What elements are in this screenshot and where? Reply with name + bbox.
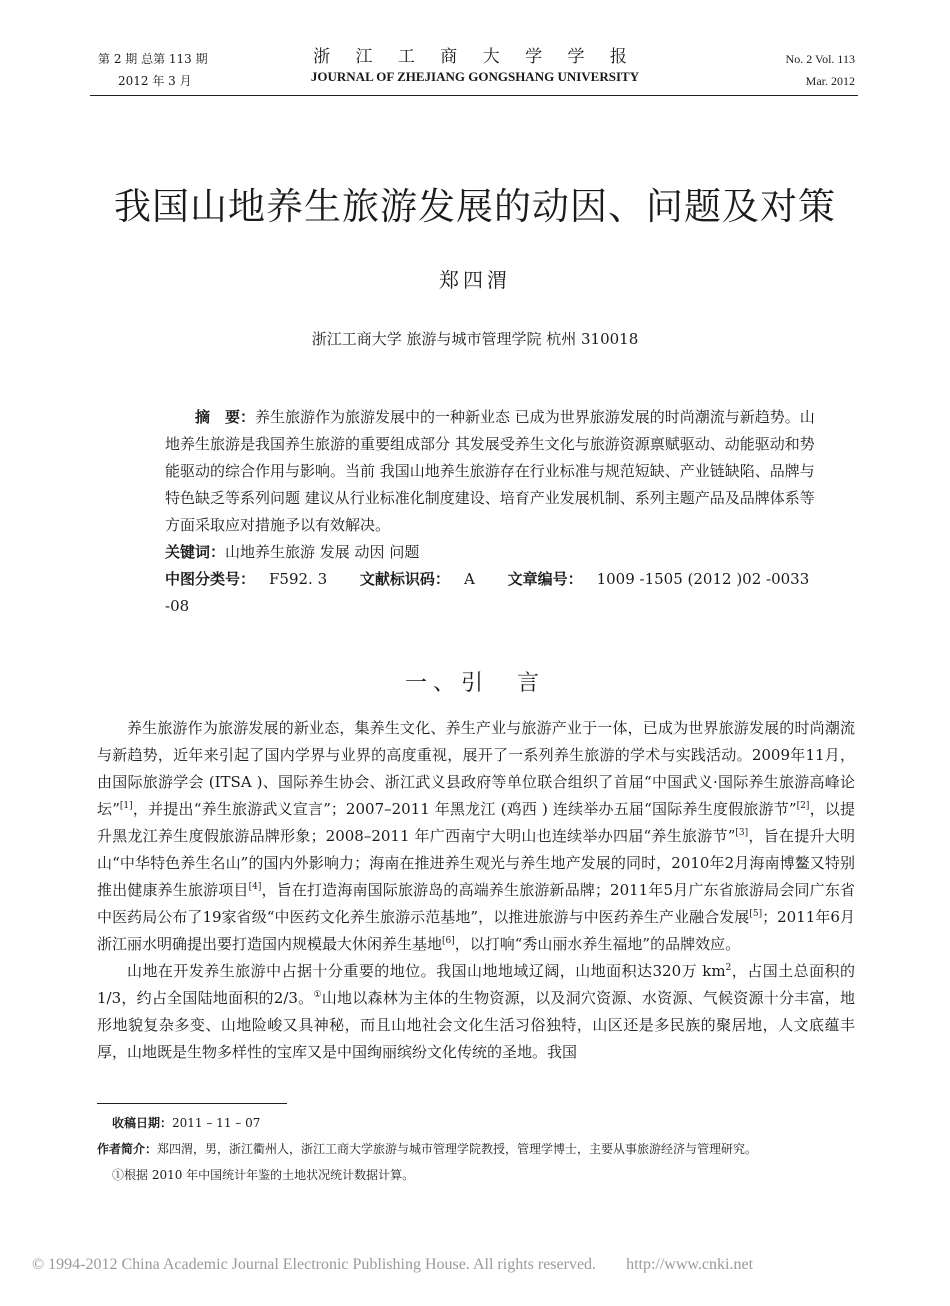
article-no-value: 1009 -1505 (2012 )02 -0033 -08 [165,570,810,615]
doc-code-value: A [463,570,475,588]
keywords-row [165,539,825,566]
abstract-paragraph [165,404,825,539]
issue-number-en: No. 2 Vol. 113 [785,52,855,66]
footnote-1: ①根据 2010 年中国统计年鉴的土地状况统计数据计算。 [112,1168,415,1182]
footnote-rule [97,1103,287,1104]
author-bio [97,1139,857,1160]
header-rule [90,95,858,96]
cnki-url[interactable]: http://www.cnki.net [626,1256,754,1273]
article-no-label: 文章编号： [507,570,583,588]
issue-date-cn: 2012 年 3 月 [118,74,192,88]
clc-label: 中图分类号： [165,570,256,588]
received-value: 2011 – 11 – 07 [172,1116,261,1130]
citation-ref: [3] [735,828,749,838]
doc-code-label: 文献标识码： [359,570,450,588]
bio-text: 郑四渭，男，浙江衢州人，浙江工商大学旅游与城市管理学院教授，管理学博士，主要从事旅游经济与管理研究。 [157,1142,758,1156]
body-text-run: 山地以森林为主体的生物资源，以及洞穴资源、水资源、气候资源十分丰富，地形地貌复杂多变、山地险峻又具神秘，而且山地社会文化生活习俗独特，山区还是多民族的聚居地，人文底蕴丰厚，山地既是生物多样性的宝库又是中国绚丽缤纷文化传统的圣地。我国 [97,989,855,1061]
body-text-run: ，并提出“养生旅游武义宣言”；2007–2011 年黑龙江 (鸡西 ) 连续举办五届“国际养生度假旅游节” [132,800,797,818]
body-paragraph-2 [97,958,855,1066]
abstract-label: 摘 要： [195,408,256,426]
issue-date-en: Mar. 2012 [805,74,855,88]
journal-name-en: JOURNAL OF ZHEJIANG GONGSHANG UNIVERSITY [310,69,640,84]
body-text-run: ，以提升黑龙江养生度假旅游品牌形象；2008–2011 年广西南宁大明山也连续举办四届“养生旅游节” [97,800,855,845]
classification-row [165,566,825,620]
body-text-run: ，以打响“秀山丽水养生福地”的品牌效应。 [454,935,741,953]
journal-name-cn: 浙 江 工 商 大 学 学 报 [313,47,637,67]
body-text-run: 山地在开发养生旅游中占据十分重要的地位。我国山地地域辽阔，山地面积达320万 km [127,962,726,980]
issue-number-cn: 第 2 期 总第 113 期 [98,52,208,66]
body-text-run: ；2011年6月浙江丽水明确提出要打造国内规模最大休闲养生基地 [97,908,855,953]
clc-value: F592. 3 [269,570,328,588]
superscript: 2 [725,963,732,973]
abstract-block [165,404,825,620]
body-text-run: ，旨在提升大明山“中华特色养生名山”的国内外影响力；海南在推进养生观光与养生地产发展的同时，2010年2月海南博鳌又特别推出健康养生旅游项目 [97,827,855,899]
body-text-run: 养生旅游作为旅游发展的新业态，集养生文化、养生产业与旅游产业于一体，已成为世界旅游发展的时尚潮流与新趋势，近年来引起了国内学界与业界的高度重视，展开了一系列养生旅游的学术与实践活动。2009年11月，由国际旅游学会 (ITSA )、国际养生协会、浙江武义县政府等单位联合组织了首届“中国武义·国际养生旅游高峰论坛” [97,719,855,818]
copyright-footer [32,1256,753,1274]
article-title: 我国山地养生旅游发展的动因、问题及对策 [114,185,836,228]
author-affiliation: 浙江工商大学 旅游与城市管理学院 杭州 310018 [311,330,639,348]
header-volume-info [786,48,855,92]
citation-ref: [1] [119,801,133,811]
footnotes [97,1113,857,1191]
abstract-text: 养生旅游作为旅游发展中的一种新业态 已成为世界旅游发展的时尚潮流与新趋势。山地养生旅游是我国养生旅游的重要组成部分 其发展受养生文化与旅游资源禀赋驱动、动能驱动和势能驱动的综合作用与影响。当前 我国山地养生旅游存在行业标准与规范短缺、产业链缺陷、品牌与特色缺乏等系列问题 建议从行业标准化制度建设、培育产业发展机制、系列主题产品及品牌体系等方面采取应对措施予以有效解决。 [165,408,815,534]
keywords-label: 关键词： [165,543,226,561]
copyright-text: © 1994-2012 China Academic Journal Electronic Publishing House. All rights reserved. [32,1256,597,1273]
citation-ref: [2] [796,801,810,811]
article-author: 郑四渭 [439,268,511,292]
body-text-run: ，旨在打造海南国际旅游岛的高端养生旅游新品牌；2011年5月广东省旅游局会同广东省中医药局公布了19家省级“中医药文化养生旅游示范基地”，以推进旅游与中医药养生产业融合发展 [97,881,855,926]
received-date [112,1113,857,1134]
body-text [97,715,855,1066]
section-heading: 一、引 言 [404,671,545,696]
keywords-text: 山地养生旅游 发展 动因 问题 [225,543,420,561]
received-label: 收稿日期： [112,1116,173,1130]
citation-ref: [5] [749,909,763,919]
citation-ref: [4] [248,882,262,892]
body-text-run: ，占国土总面积的1/3，约占全国陆地面积的2/3。 [97,962,855,1007]
footnote-marker: ① [313,990,322,1000]
bio-label: 作者简介： [97,1142,158,1156]
body-paragraph-1 [97,715,855,958]
citation-ref: [6] [442,936,455,946]
